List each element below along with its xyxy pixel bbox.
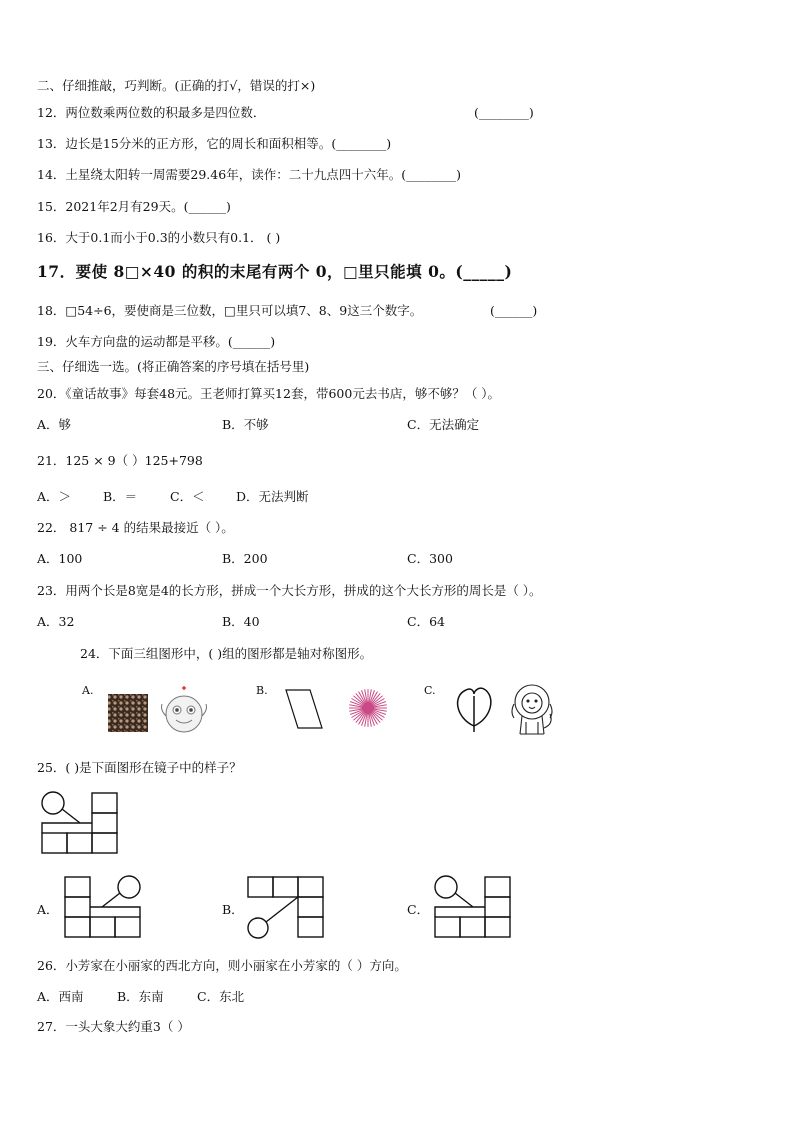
- answer-bracket-12[interactable]: (________): [474, 105, 534, 120]
- q25-option-b[interactable]: B．: [222, 902, 244, 917]
- flower-center: [363, 703, 373, 713]
- q20-option-a[interactable]: A．够: [37, 417, 72, 432]
- q21-option-d[interactable]: D．无法判断: [236, 489, 309, 504]
- question-27: 27．一头大象大约重3（ ）: [37, 1019, 190, 1034]
- q25-original-figure: [40, 790, 120, 856]
- q26-option-b[interactable]: B．东南: [117, 989, 164, 1004]
- question-22: 22． 817 ÷ 4 的结果最接近（ ）。: [37, 520, 234, 535]
- question-18: 18．□54÷6，要使商是三位数，□里只可以填7、8、9这三个数字。: [37, 303, 423, 318]
- q26-option-a[interactable]: A．西南: [37, 989, 84, 1004]
- question-25: 25．( )是下面图形在镜子中的样子？: [37, 760, 242, 775]
- question-17: 17．要使 8□×40 的积的末尾有两个 0，□里只能填 0。(_____): [37, 262, 513, 281]
- q22-option-a[interactable]: A．100: [37, 551, 83, 566]
- q24-group-c-label[interactable]: C.: [424, 684, 436, 697]
- q23-option-b[interactable]: B．40: [222, 614, 260, 629]
- q24-group-b-figures: [282, 682, 392, 734]
- question-24: 24．下面三组图形中，( )组的图形都是轴对称图形。: [80, 646, 373, 661]
- q25-option-a[interactable]: A．: [37, 902, 59, 917]
- q22-option-c[interactable]: C．300: [407, 551, 453, 566]
- parallelogram-shape: [286, 690, 322, 728]
- q23-option-c[interactable]: C．64: [407, 614, 445, 629]
- section3-heading: 三、仔细选一选。(将正确答案的序号填在括号里): [37, 359, 310, 374]
- q20-option-b[interactable]: B．不够: [222, 417, 269, 432]
- q21-option-a[interactable]: A．＞: [37, 489, 72, 504]
- section2-heading: 二、仔细推敲，巧判断。(正确的打√，错误的打×): [37, 78, 316, 93]
- q21-option-c[interactable]: C．＜: [170, 489, 205, 504]
- question-20: 20．《童话故事》每套48元。王老师打算买12套，带600元去书店，够不够？（ ）。: [37, 386, 501, 401]
- q24-group-a-figures: [106, 682, 218, 734]
- q25-option-a-figure[interactable]: [62, 874, 142, 940]
- checkered-square-image: [108, 694, 148, 732]
- question-16: 16．大于0.1而小于0.3的小数只有0.1． ( ): [37, 230, 281, 245]
- question-21: 21．125 × 9（ ）125+798: [37, 453, 203, 468]
- q25-option-c[interactable]: C．: [407, 902, 430, 917]
- question-14: 14．土星绕太阳转一周需要29.46年，读作：二十九点四十六年。(________): [37, 167, 461, 182]
- q25-option-c-figure[interactable]: [432, 874, 514, 940]
- radial-flower-image: [349, 689, 387, 727]
- q21-option-b[interactable]: B．＝: [103, 489, 138, 504]
- q24-group-a-label[interactable]: A.: [82, 684, 94, 697]
- q24-group-b-label[interactable]: B.: [256, 684, 268, 697]
- q26-option-c[interactable]: C．东北: [197, 989, 245, 1004]
- q23-option-a[interactable]: A．32: [37, 614, 75, 629]
- question-19: 19．火车方向盘的运动都是平移。(______): [37, 334, 276, 349]
- leaf-shape: [458, 688, 491, 732]
- question-26: 26．小芳家在小丽家的西北方向，则小丽家在小芳家的（ ）方向。: [37, 958, 407, 973]
- answer-bracket-18[interactable]: (______): [490, 303, 538, 318]
- lion-drawing: [512, 685, 552, 734]
- question-15: 15．2021年2月有29天。(______): [37, 199, 231, 214]
- question-23: 23．用两个长是8宽是4的长方形，拼成一个大长方形，拼成的这个大长方形的周长是（ ）。: [37, 583, 542, 598]
- q22-option-b[interactable]: B．200: [222, 551, 268, 566]
- question-12: 12．两位数乘两位数的积最多是四位数．: [37, 105, 266, 120]
- q24-group-c-figures: [452, 682, 564, 736]
- cartoon-character-image: [162, 686, 207, 732]
- question-13: 13．边长是15分米的正方形，它的周长和面积相等。(________): [37, 136, 392, 151]
- q25-option-b-figure[interactable]: [245, 874, 327, 940]
- q20-option-c[interactable]: C．无法确定: [407, 417, 480, 432]
